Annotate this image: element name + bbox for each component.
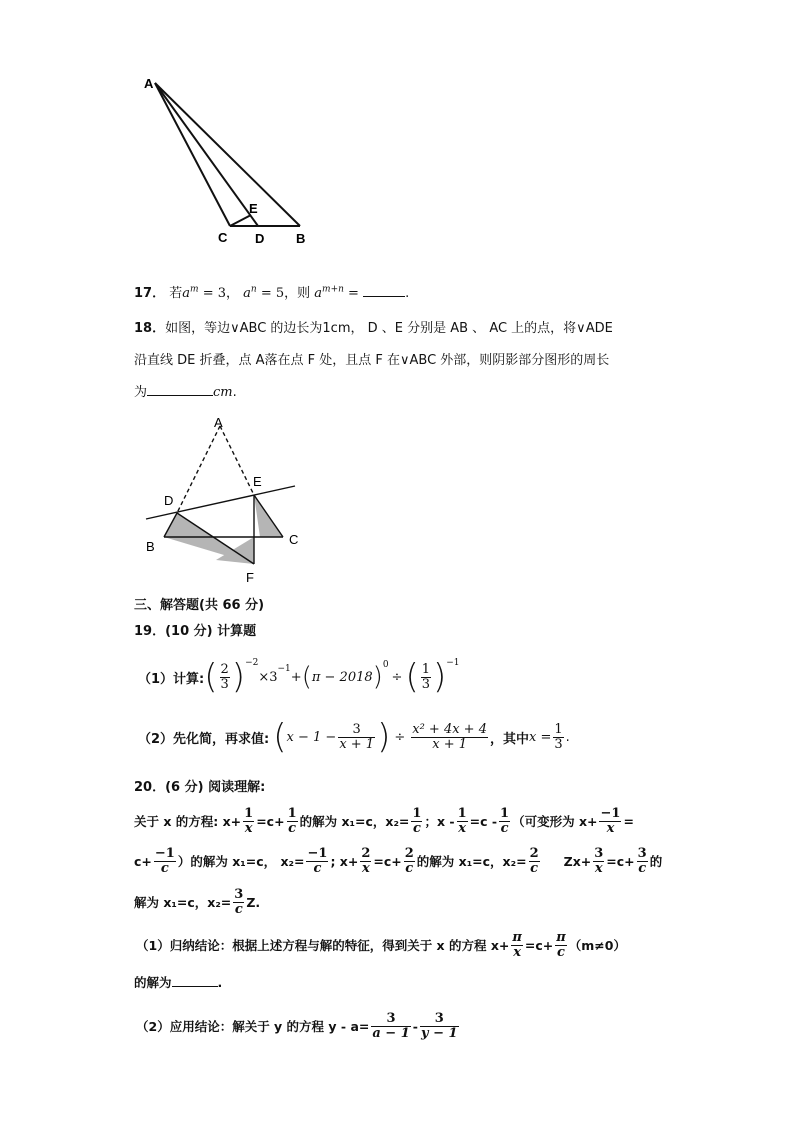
q19-p1-frac2: [421, 663, 431, 691]
q19-p2-frac3: [553, 723, 563, 751]
q19-p1-div: ÷: [391, 669, 403, 685]
q20-l1-f2d: c: [288, 820, 297, 836]
q18-answer-blank[interactable]: [147, 395, 213, 396]
question-17: [134, 282, 409, 301]
q20-p1-a: （1）归纳结论：根据上述方程与解的特征，得到关于 x 的方程 x+: [136, 938, 510, 953]
fraction: [499, 807, 510, 835]
q20-l1-f3d: c: [412, 820, 421, 836]
q20-l2-f2d: c: [313, 860, 322, 876]
q19-p2-f1-den: x + 1: [339, 736, 375, 752]
figure2-label-f: F: [246, 570, 254, 585]
q17-eq3: a: [314, 286, 323, 301]
q20-l1-f1n: 1: [244, 805, 254, 821]
parenthesis: (: [301, 662, 312, 692]
q20-l1-f1d: x: [244, 820, 253, 836]
q19-p1-exp2: −1: [277, 664, 291, 674]
q19-p2-end: .: [565, 729, 570, 745]
q19-p2-label: （2）先化简，再求值:: [138, 731, 270, 747]
q20-l1-f6d: x: [606, 820, 615, 836]
q20-l2-h: 的: [649, 854, 663, 869]
parenthesis: (: [405, 657, 419, 697]
q17-eq2-sup: n: [250, 284, 257, 295]
q20-l3-a: 解为 x₁=c，x₂=: [134, 895, 232, 910]
question-18-line3: [134, 381, 237, 400]
q19-p2-f1-num: 3: [338, 723, 375, 738]
q20-l2-f6d: x: [594, 860, 603, 876]
q20-p2-f2d: y − 1: [420, 1025, 458, 1041]
q20-l2-g: =c+: [606, 853, 635, 869]
q17-answer-blank[interactable]: [363, 296, 405, 297]
figure2-label-a: A: [214, 415, 223, 430]
q19-p2-xeq: x =: [529, 729, 552, 745]
fraction: [371, 1012, 410, 1040]
q19-p1-f1-den: 3: [220, 676, 229, 692]
figure1-label-c: C: [218, 230, 228, 245]
figure-triangle-acb: [120, 70, 330, 250]
q19-p1-f2-num: 1: [421, 661, 430, 677]
fraction: [233, 888, 244, 916]
fraction: [555, 931, 567, 959]
q20-l1-f5n: 1: [500, 805, 510, 821]
q18-end: .: [232, 385, 237, 400]
q20-l2-a: c+: [134, 853, 152, 869]
fraction: [287, 807, 298, 835]
q19-p2-div: ÷: [394, 729, 406, 745]
q20-p1-f2d: c: [557, 944, 565, 960]
q20-p1-d: 的解为: [134, 975, 172, 990]
fraction: [404, 847, 415, 875]
figure1-label-d: D: [255, 231, 265, 246]
q20-l2-f3n: 2: [361, 845, 371, 861]
q20-l3-fd: c: [234, 901, 243, 917]
q19-p2-x: x − 1 −: [286, 729, 337, 745]
q20-p1-f2n: π: [556, 929, 566, 945]
q18-line1-text: 如图，等边∨ABC 的边长为1cm， D 、E 分别是 AB 、 AC 上的点，将∨ADE: [165, 321, 613, 336]
q20-part2: [136, 1005, 461, 1047]
q20-l2-f4n: 2: [404, 845, 414, 861]
q19-part1: [138, 656, 460, 698]
q19-p1-label: （1）计算:: [138, 671, 205, 687]
q18-line3-pre: 为: [134, 385, 148, 400]
fraction: [511, 931, 523, 959]
q18-unit: cm: [213, 385, 233, 400]
q20-l1-a: 关于 x 的方程: x+: [134, 814, 242, 829]
fraction: [420, 1012, 459, 1040]
q20-l1-f3n: 1: [412, 805, 422, 821]
q19-p1-exp3: 0: [382, 660, 389, 670]
q19-p1-exp1: −2: [245, 658, 259, 668]
q20-l2-f7n: 3: [637, 845, 647, 861]
q20-l2-e: 的解为 x₁=c，x₂=: [416, 854, 527, 869]
q20-l1-c: 的解为 x₁=c，x₂=: [299, 814, 410, 829]
q20-line1: [134, 802, 634, 840]
q17-eq2-rhs: = 5，则: [256, 286, 315, 301]
q19-p2-where: ，其中: [489, 731, 529, 747]
fraction: [306, 847, 328, 875]
q20-l1-f4n: 1: [457, 805, 467, 821]
q20-p1-f1d: x: [513, 944, 521, 960]
q17-eq2: a: [243, 286, 251, 301]
q19-p1-pi: π − 2018: [311, 669, 373, 685]
fraction: [411, 807, 422, 835]
q20-answer-blank[interactable]: [172, 986, 218, 987]
fraction: [599, 807, 621, 835]
q20-p2-b: -: [412, 1018, 418, 1034]
q19-p2-f3-num: 1: [554, 721, 563, 737]
fraction: [154, 847, 176, 875]
figure2-label-c: C: [289, 532, 299, 547]
q20-p1-f1n: π: [512, 929, 522, 945]
q20-p2-f1d: a − 1: [372, 1025, 410, 1041]
q20-l2-b: ）的解为 x₁=c， x₂=: [177, 854, 305, 869]
q20-l2-f5d: c: [530, 860, 539, 876]
fraction: [637, 847, 648, 875]
question-18-line1: [134, 317, 613, 336]
paren-close: ): [231, 657, 246, 697]
q20-l3-fn: 3: [234, 886, 244, 902]
q19-p2-frac2: [411, 723, 488, 751]
fraction: [243, 807, 254, 835]
q20-l3-b: Z.: [246, 894, 261, 910]
q19-p1-exp4: −1: [446, 658, 460, 668]
q20-l1-f2n: 1: [287, 805, 297, 821]
q20-l2-f4d: c: [405, 860, 414, 876]
parenthesis: ): [372, 662, 383, 692]
figure1-label-a: A: [144, 76, 154, 91]
q20-l1-d: ；x -: [424, 814, 455, 829]
q20-p2-a: （2）应用结论：解关于 y 的方程 y - a=: [136, 1019, 370, 1034]
parenthesis: ): [433, 657, 447, 697]
q20-line2: [134, 841, 662, 881]
parenthesis: ): [377, 717, 391, 757]
figure-folded-triangle: [140, 410, 315, 590]
q19-p2-f2-den: x + 1: [432, 736, 467, 752]
q20-p2-f2n: 3: [420, 1012, 459, 1027]
q19-p2-f2-num: x² + 4x + 4: [412, 721, 487, 737]
q19-p1-mid: ×3: [258, 669, 278, 685]
fraction: [529, 847, 540, 875]
section-3-heading: 三、解答题(共 66 分): [134, 598, 265, 613]
q17-number: 17．: [134, 286, 166, 301]
q20-l2-f2n: −1: [307, 845, 328, 861]
q19-p1-plus: +: [290, 669, 302, 685]
paren-open: (: [204, 657, 218, 697]
figure2-label-d: D: [164, 493, 174, 508]
q19-p1-f1-num: 2: [220, 661, 229, 677]
q20-l1-b: =c+: [256, 813, 285, 829]
q18-line2-text: 沿直线 DE 折叠，点 A落在点 F 处，且点 F 在∨ABC 外部，则阴影部分图形的周长: [134, 353, 610, 368]
q17-end: .: [405, 286, 410, 301]
parenthesis: (: [273, 717, 287, 757]
fraction: [360, 847, 371, 875]
q20-part1-answer: [134, 973, 222, 991]
q20-l2-f: Zx+: [563, 853, 592, 869]
q19-p2-frac1: [338, 723, 375, 751]
q20-l1-f5d: c: [500, 820, 509, 836]
q20-l1-f6n: −1: [600, 805, 621, 821]
q20-l2-f7d: c: [638, 860, 647, 876]
q20-l1-e: =c -: [469, 813, 498, 829]
figure2-label-b: B: [146, 539, 155, 554]
figure2-label-e: E: [253, 474, 262, 489]
q17-eq3-rhs: =: [343, 286, 364, 301]
q20-l1-h: =: [623, 813, 634, 829]
q20-l2-f6n: 3: [594, 845, 604, 861]
q19-heading: 19．(10 分) 计算题: [134, 624, 257, 639]
q19-p1-frac1: [220, 663, 230, 691]
q19-part2: [138, 715, 570, 759]
q20-l2-f5n: 2: [529, 845, 539, 861]
q20-p1-b: =c+: [524, 937, 554, 953]
q18-number: 18．: [134, 321, 166, 336]
q20-l1-g: （可变形为 x+: [512, 814, 598, 829]
figure1-label-b: B: [296, 231, 306, 246]
q20-heading: 20．(6 分) 阅读理解:: [134, 780, 266, 795]
q17-eq1: a: [182, 286, 191, 301]
fraction: [457, 807, 468, 835]
q19-p2-f3-den: 3: [554, 736, 563, 752]
q20-l2-c: ; x+: [330, 853, 359, 869]
figure1-label-e: E: [249, 201, 258, 216]
q17-eq1-sup: m: [190, 284, 199, 295]
q17-text: 若: [169, 286, 183, 301]
q20-l2-f1d: c: [160, 860, 169, 876]
q20-p2-f1n: 3: [371, 1012, 410, 1027]
q20-p1-end: .: [217, 975, 223, 990]
q20-l2-f3d: x: [361, 860, 370, 876]
q20-l2-d: =c+: [373, 853, 402, 869]
fraction: [593, 847, 604, 875]
q19-p1-f2-den: 3: [421, 676, 430, 692]
q17-eq1-rhs: = 3，: [198, 286, 239, 301]
q20-p1-c: （m≠0）: [568, 938, 626, 953]
q20-part1: [136, 926, 626, 964]
q17-eq3-sup: m+n: [322, 284, 344, 295]
q20-line3: [134, 882, 260, 922]
q20-l1-f4d: x: [458, 820, 466, 836]
q20-l2-f1n: −1: [154, 845, 175, 861]
